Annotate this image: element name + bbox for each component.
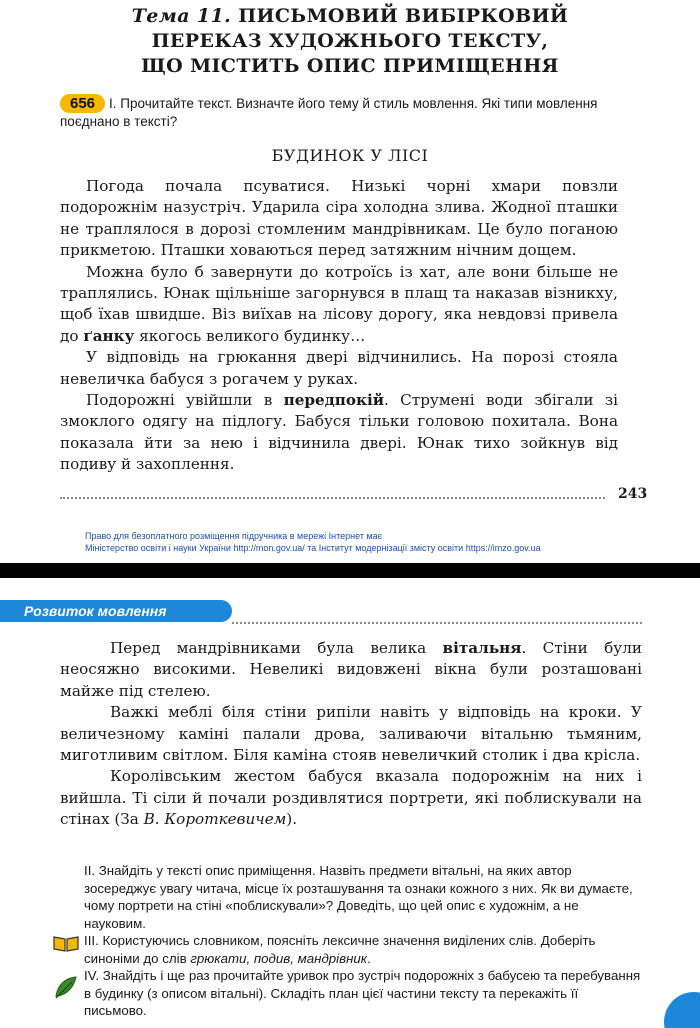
paragraph: Погода почала псуватися. Низькі чорні хмари повзли подорожнім назустріч. Ударила сіра холодна злива. Жодної пташки не траплялося в дорозі стомленим мандрівникам. Це було поганою прикметою. Пташки ховаються перед затяжним нічним дощем. <box>60 177 618 260</box>
section-label: Розвиток мовлення <box>0 600 232 622</box>
highlighted-word: передпокій <box>283 391 385 410</box>
paragraph: У відповідь на грюкання двері відчинились. На порозі стояла невеличка бабуся з рогачем у руках. <box>60 348 618 388</box>
story-text <box>60 176 618 476</box>
task-3: ІІІ. Користуючись словником, поясніть лексичне значення виділених слів. Доберіть синоніми до слів грюкати, подив, мандрівник. <box>84 933 596 966</box>
paragraph: Важкі меблі біля стіни рипіли навіть у відповідь на кроки. У величезному каміні палали дрова, заливаючи вітальню тьмяним, миготливим світлом. Біля каміна стояв невеличкий столик і два крісла. <box>60 703 642 765</box>
topic-title: Тема 11. ПИСЬМОВИЙ ВИБІРКОВИЙ ПЕРЕКАЗ ХУДОЖНЬОГО ТЕКСТУ, ЩО МІСТИТЬ ОПИС ПРИМІЩЕННЯ <box>131 5 569 77</box>
header-divider <box>232 622 642 624</box>
exercise-tasks <box>84 862 644 1020</box>
paragraph: Подорожні увійшли в передпокій. Струмені води збігали зі змоклого одягу на підлогу. Бабуся тільки головою похитала. Вона показала йти за нею і відчинила двері. Юнак тихо зойкнув від подиву й захоплення. <box>60 391 618 474</box>
task-2: ІІ. Знайдіть у тексті опис приміщення. Назвіть предмети вітальні, на яких автор зосереджує увагу читача, місце їх розташування та ознаки кожного з них. Як ви думаєте, чому портрети на стіні «поблискували»? Доведіть, що цей опис є художнім, а не науковим. <box>84 863 633 931</box>
page-corner-decoration <box>664 992 700 1028</box>
paragraph: Можна було б завернути до котроїсь із хат, але вони більше не траплялись. Юнак щільніше загорнувся в плащ та наказав візникху, щоб їхав швидше. Віз виїхав на лісову дорогу, яка невдовзі привела до ґанку якогось великого будинку… <box>60 262 618 345</box>
task-words: грюкати, подив, мандрівник <box>190 950 368 966</box>
license-footer: Право для безоплатного розміщення підручника в мережі Інтернет має Міністерство освіти і науки України http://mon.gov.ua/ та Інститут модернізації змісту освіти https://imzo.gov.ua <box>85 531 541 553</box>
highlighted-word: вітальня <box>442 639 522 657</box>
author-name: В. Короткевичем <box>143 810 287 829</box>
textbook-page-244 <box>0 578 700 1028</box>
topic-number: Тема 11. <box>131 5 232 27</box>
dictionary-book-icon <box>52 934 80 952</box>
writing-leaf-icon <box>52 974 80 1000</box>
story-title: БУДИНОК У ЛІСІ <box>271 146 429 165</box>
exercise-number-badge: 656 <box>60 94 105 113</box>
exercise-task-1: 656 І. Прочитайте текст. Визначте його тему й стиль мовлення. Які типи мовлення поєднано в тексті? <box>60 95 598 129</box>
story-text-continued <box>60 638 642 831</box>
page-number: 243 <box>618 486 648 502</box>
paragraph: Перед мандрівниками була велика вітальня. Стіни були неосяжно високими. Невеликі видовжені вікна були розташовані майже під стелею. <box>60 639 642 700</box>
paragraph: Королівським жестом бабуся вказала подорожнім на них і вийшла. Ті сіли й почали роздивлятися портрети, які поблискували на стінах (За В. Короткевичем). <box>60 767 642 829</box>
task-4: IV. Знайдіть і ще раз прочитайте уривок про зустріч подорожніх з бабусею та перебування в будинку (з описом вітальні). Складіть план цієї частини тексту та перекажіть її письмово. <box>84 968 641 1018</box>
highlighted-word: ґанку <box>83 326 135 345</box>
page-divider <box>60 497 605 499</box>
